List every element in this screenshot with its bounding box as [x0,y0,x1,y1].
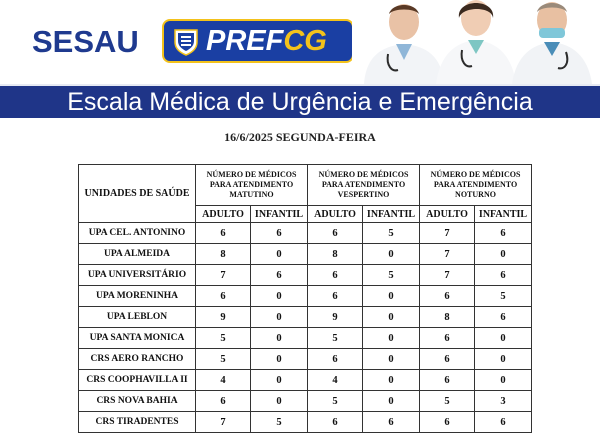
table-row [79,391,532,412]
value-cell: 5 [420,391,475,412]
schedule-table [78,164,532,433]
value-cell: 7 [196,412,251,433]
value-cell: 0 [251,244,308,265]
unit-name: CRS TIRADENTES [79,412,196,433]
period-header-noturno: NÚMERO DE MÉDICOS PARA ATENDIMENTO NOTURNO [420,165,532,206]
value-cell: 8 [196,244,251,265]
value-cell: 0 [251,307,308,328]
value-cell: 0 [251,370,308,391]
value-cell: 7 [420,265,475,286]
value-cell: 0 [251,286,308,307]
value-cell: 6 [251,223,308,244]
value-cell: 6 [196,286,251,307]
value-cell: 3 [475,391,532,412]
unit-name: UPA ALMEIDA [79,244,196,265]
value-cell: 0 [251,391,308,412]
period-header-vespertino: NÚMERO DE MÉDICOS PARA ATENDIMENTO VESPERTINO [308,165,420,206]
value-cell: 6 [475,223,532,244]
prefcg-logo [162,19,354,63]
value-cell: 0 [363,286,420,307]
value-cell: 5 [363,265,420,286]
table-row [79,349,532,370]
table-row [79,223,532,244]
value-cell: 0 [363,307,420,328]
sub-header-adulto: ADULTO [420,206,475,223]
unit-name: UPA CEL. ANTONINO [79,223,196,244]
value-cell: 6 [363,412,420,433]
value-cell: 6 [420,370,475,391]
table-row [79,265,532,286]
value-cell: 0 [251,328,308,349]
value-cell: 4 [308,370,363,391]
value-cell: 9 [308,307,363,328]
value-cell: 0 [475,328,532,349]
value-cell: 6 [420,412,475,433]
value-cell: 6 [196,223,251,244]
doctors-photo [352,0,600,84]
unit-name: UPA UNIVERSITÁRIO [79,265,196,286]
value-cell: 0 [251,349,308,370]
value-cell: 6 [475,412,532,433]
value-cell: 0 [363,391,420,412]
city-crest-icon [172,26,200,56]
value-cell: 6 [308,265,363,286]
value-cell: 4 [196,370,251,391]
value-cell: 5 [308,328,363,349]
value-cell: 6 [308,349,363,370]
value-cell: 6 [420,286,475,307]
unit-name: UPA SANTA MONICA [79,328,196,349]
value-cell: 9 [196,307,251,328]
value-cell: 0 [363,328,420,349]
value-cell: 0 [475,349,532,370]
unit-name: CRS NOVA BAHIA [79,391,196,412]
value-cell: 6 [420,349,475,370]
value-cell: 6 [308,286,363,307]
table-row [79,328,532,349]
unit-name: CRS COOPHAVILLA II [79,370,196,391]
table-row [79,412,532,433]
unit-name: UPA LEBLON [79,307,196,328]
value-cell: 0 [363,370,420,391]
value-cell: 6 [475,307,532,328]
value-cell: 0 [475,244,532,265]
table-row [79,244,532,265]
sub-header-infantil: INFANTIL [475,206,532,223]
value-cell: 6 [475,265,532,286]
value-cell: 8 [420,307,475,328]
value-cell: 5 [196,349,251,370]
value-cell: 0 [363,244,420,265]
sub-header-infantil: INFANTIL [363,206,420,223]
value-cell: 0 [475,370,532,391]
unidades-header: UNIDADES DE SAÚDE [79,165,196,223]
value-cell: 6 [308,223,363,244]
table-row [79,307,532,328]
banner-title: Escala Médica de Urgência e Emergência [0,84,600,118]
sesau-logo: SESAU [32,24,139,59]
sub-header-adulto: ADULTO [196,206,251,223]
value-cell: 7 [196,265,251,286]
pref-text: PREF [206,24,284,57]
value-cell: 5 [475,286,532,307]
cg-text: CG [283,24,327,57]
value-cell: 5 [196,328,251,349]
unit-name: CRS AERO RANCHO [79,349,196,370]
value-cell: 7 [420,223,475,244]
value-cell: 7 [420,244,475,265]
header [0,0,600,84]
value-cell: 5 [363,223,420,244]
date-line: 16/6/2025 SEGUNDA-FEIRA [224,130,376,144]
value-cell: 0 [363,349,420,370]
period-header-matutino: NÚMERO DE MÉDICOS PARA ATENDIMENTO MATUTINO [196,165,308,206]
value-cell: 6 [196,391,251,412]
value-cell: 8 [308,244,363,265]
table-row [79,370,532,391]
value-cell: 6 [420,328,475,349]
value-cell: 6 [308,412,363,433]
table-row [79,286,532,307]
value-cell: 6 [251,265,308,286]
unit-name: UPA MORENINHA [79,286,196,307]
value-cell: 5 [251,412,308,433]
sub-header-infantil: INFANTIL [251,206,308,223]
value-cell: 5 [308,391,363,412]
sub-header-adulto: ADULTO [308,206,363,223]
